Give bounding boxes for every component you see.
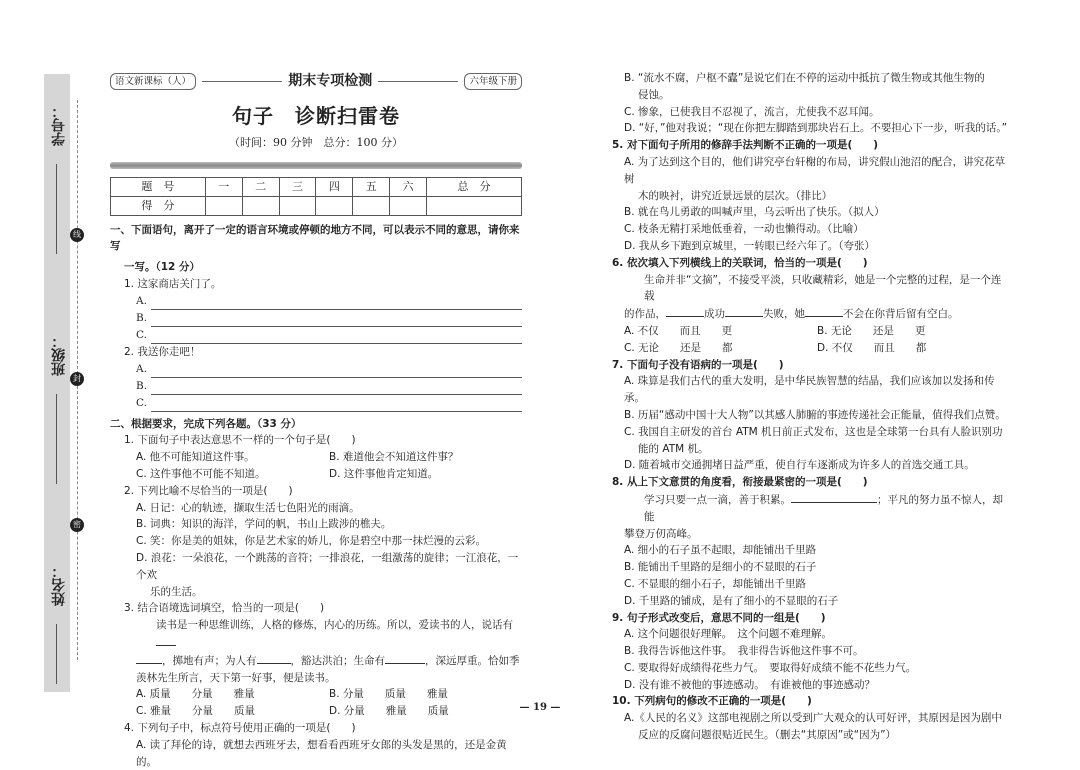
- option: A. 不仅 而且 更: [624, 324, 733, 337]
- score-cell[interactable]: [316, 196, 353, 215]
- option-cont: 侵蚀。: [638, 88, 670, 101]
- score-header: 题 号: [111, 177, 206, 196]
- score-header: 五: [353, 177, 390, 196]
- student-id-label: 学号：: [51, 104, 67, 146]
- option-a-label: A.: [136, 294, 147, 307]
- passage-text: 生命并非“文摘”，不接受平淡，只收藏精彩，她是一个完整的过程，是一个连载: [644, 273, 1002, 303]
- passage: [110, 617, 522, 652]
- score-cell[interactable]: [427, 196, 522, 215]
- passage-text: 学习只要一点一滴，善于积累。: [644, 493, 791, 506]
- passage-text: ；平凡的努力虽不惊人，却能: [644, 493, 1003, 523]
- passage-text: 读书是一种思维训练，人格的修炼，内心的历练。所以，爱读书的人，说话有: [156, 619, 513, 632]
- score-cell[interactable]: [353, 196, 390, 215]
- option: A. 这个问题很好理解。 这个问题不难理解。: [624, 628, 832, 641]
- section-2-heading: 二、根据要求，完成下列各题。（33 分）: [110, 417, 302, 430]
- header-rule: [202, 81, 282, 82]
- class-line: [56, 394, 57, 484]
- option: D. 没有谁不被他的事迹感动。 有谁被他的事迹感动？: [624, 678, 876, 691]
- title-bar: [110, 162, 522, 169]
- fill-blank[interactable]: [136, 652, 162, 664]
- score-row-label: 得 分: [111, 196, 206, 215]
- option: D. 千里路的铺成，是有了细小的不显眼的石子: [624, 594, 839, 607]
- passage-text: 不会在你背后留有空白。: [843, 308, 959, 321]
- answer-line[interactable]: [110, 293, 522, 310]
- option: B. 词典：知识的海洋，学问的帆，书山上跋涉的樵夫。: [136, 518, 392, 531]
- binding-strip: [44, 74, 70, 692]
- answer-line[interactable]: [110, 395, 522, 412]
- passage: [598, 491, 1010, 526]
- option: B. 能铺出千里路的是细小的不显眼的石子: [624, 561, 817, 574]
- options-row: [110, 466, 522, 483]
- passage: [598, 305, 1010, 323]
- question-2-2: 2. 下列比喻不尽恰当的一项是( ): [124, 484, 293, 497]
- option-a-label: A.: [136, 362, 147, 375]
- name-label: 姓名：: [51, 564, 67, 606]
- options-row: [598, 340, 1010, 357]
- options-row: [598, 323, 1010, 340]
- option: A.《人民的名义》这部电视剧之所以受到广大观众的认可好评，其原因是因为剧中: [624, 712, 1002, 725]
- passage: [110, 652, 522, 670]
- fill-blank[interactable]: [257, 652, 291, 664]
- score-header: 四: [316, 177, 353, 196]
- option: A. 他不可能知道这件事。: [136, 451, 255, 464]
- option: D. 随着城市交通拥堵日益严重，使自行车逐渐成为许多人的首选交通工具。: [624, 459, 975, 472]
- option: B. 分量 质量 雅量: [329, 688, 448, 701]
- score-cell[interactable]: [242, 196, 279, 215]
- textbook-tag: 语文新课标（人）: [110, 73, 196, 90]
- option: C. 要取得好成绩得花些力气。 要取得好成绩不能不花些力气。: [624, 661, 917, 674]
- passage-text: ，深远厚重。恰如季: [425, 654, 520, 667]
- fill-blank[interactable]: [791, 491, 877, 503]
- passage-text: 的作品，: [624, 308, 666, 321]
- question-2-6: 6. 依次填入下列横线上的关联词，恰当的一项是( ): [612, 256, 868, 269]
- option: B. 历届“感动中国十大人物”以其感人肺腑的事迹传递社会正能量，值得我们点赞。: [624, 408, 1006, 421]
- student-id-line: [56, 164, 57, 254]
- question-2-7: 7. 下面句子没有语病的一项是( ): [612, 358, 784, 371]
- option: B. “流水不腐，户枢不蠹”是说它们在不停的运动中抵抗了微生物或其他生物的: [624, 72, 985, 84]
- question-2-8: 8. 从上下文意贯的角度看，衔接最紧密的一项是( ): [612, 476, 868, 489]
- question-2-4: 4. 下列句子中，标点符号使用正确的一项是( ): [124, 721, 356, 734]
- score-cell[interactable]: [205, 196, 242, 215]
- answer-line[interactable]: [110, 378, 522, 395]
- option: D. 我从乡下跑到京城里，一转眼已经六年了。（夸张）: [624, 239, 876, 252]
- option: A. 珠算是我们古代的重大发明，是中华民族智慧的结晶，我们应该加以发扬和传承。: [624, 375, 995, 405]
- option-b-label: B.: [136, 379, 148, 392]
- score-cell[interactable]: [279, 196, 316, 215]
- option: B. 就在鸟儿勇敢的叫喊声里，乌云听出了快乐。（拟人）: [624, 206, 885, 219]
- option: D. “好，”他对我说；“现在你把左脚踏到那块岩石上。不要担心下一步，听我的话。”: [624, 122, 1008, 135]
- passage-text: 失败，她: [763, 308, 805, 321]
- option: A. 读了拜伦的诗，就想去西班牙去，想看看西班牙女郎的头发是黑的，还是金黄的。: [136, 738, 507, 768]
- answer-line[interactable]: [110, 327, 522, 344]
- question-2-5: 5. 对下面句子所用的修辞手法判断不正确的一项是( ): [612, 139, 879, 152]
- option-cont: 反应的反腐问题很贴近民生。（删去“其原因”或“因为”）: [638, 729, 897, 742]
- option: C. 惨象，已使我目不忍视了，流言，尤使我不忍耳闻。: [624, 105, 880, 118]
- option: A. 质量 分量 雅量: [136, 688, 255, 701]
- option: C. 笑：你是美的姐妹，你是艺术家的娇儿，你是碧空中那一抹烂漫的云彩。: [136, 535, 487, 548]
- question-1-2: 2. 我送你走吧！: [124, 345, 201, 358]
- options-row: [110, 449, 522, 466]
- option: A. 日记：心的轨迹，撷取生活七色阳光的雨滴。: [136, 501, 360, 514]
- option: C. 这件事他不可能不知道。: [136, 467, 266, 480]
- score-header: 总 分: [427, 177, 522, 196]
- option: A. 为了达到这个目的，他们讲究亭台轩榭的布局，讲究假山池沼的配合，讲究花草树: [624, 155, 1006, 185]
- score-cell[interactable]: [390, 196, 427, 215]
- score-header: 一: [205, 177, 242, 196]
- option: C. 我国自主研发的首台 ATM 机日前正式发布，这也是全球第一台具有人脸识别功: [624, 425, 1003, 438]
- page-header: [110, 70, 522, 92]
- score-header: 二: [242, 177, 279, 196]
- passage-text: ，掷地有声；为人有: [162, 654, 257, 667]
- fill-blank[interactable]: [666, 305, 704, 317]
- passage-text: 成功: [704, 308, 725, 321]
- score-header: 六: [390, 177, 427, 196]
- fill-blank[interactable]: [156, 634, 176, 646]
- option: C. 枝条无精打采地低垂着，一动也懒得动。（比喻）: [624, 223, 864, 236]
- score-header: 三: [279, 177, 316, 196]
- option-b-label: B.: [136, 311, 148, 324]
- option: C. 无论 还是 都: [624, 341, 733, 354]
- fill-blank[interactable]: [385, 652, 425, 664]
- option-cont: 木的映衬，讲究近景远景的层次。（排比）: [638, 189, 833, 202]
- question-1-1: 1. 这家商店关门了。: [124, 277, 222, 290]
- option-cont: 能的 ATM 机。: [638, 442, 709, 455]
- option: C. 雅量 分量 质量: [136, 705, 256, 718]
- page-number: — 19 —: [519, 702, 561, 713]
- option: A. 细小的石子虽不起眼，却能铺出千里路: [624, 544, 817, 557]
- answer-line[interactable]: [110, 361, 522, 378]
- section-1-heading: 一、下面语句，离开了一定的语言环境或停顿的地方不同，可以表示不同的意思，请你来写: [110, 223, 520, 253]
- right-column: [598, 70, 1010, 744]
- option: B. 我得告诉他这件事。 我非得告诉他这件事不可。: [624, 645, 864, 658]
- grade-tag: 六年级下册: [464, 73, 522, 90]
- cut-mark-xian: 线: [70, 228, 84, 242]
- passage-text: 羡林先生所言，天下第一好事，便是读书。: [136, 671, 336, 684]
- option-cont: 乐的生活。: [150, 585, 203, 598]
- option: C. 不显眼的细小石子，却能铺出千里路: [624, 577, 807, 590]
- cut-mark-mi: 密: [70, 518, 84, 532]
- question-2-10: 10. 下列病句的修改不正确的一项是( ): [612, 695, 812, 708]
- passage-text: 攀登万仞高峰。: [624, 527, 698, 540]
- score-table: [110, 177, 522, 216]
- option: B. 无论 还是 更: [817, 324, 926, 337]
- question-2-1: 1. 下面句子中表达意思不一样的一个句子是( ): [124, 434, 356, 447]
- option: D. 分量 雅量 质量: [329, 705, 449, 718]
- fill-blank[interactable]: [725, 305, 763, 317]
- class-label: 班级：: [51, 334, 67, 376]
- cut-mark-feng: 封: [70, 372, 84, 386]
- header-title: 期末专项检测: [288, 72, 373, 89]
- header-rule: [378, 81, 458, 82]
- option: D. 浪花：一朵浪花，一个跳荡的音符；一排浪花，一组激荡的旋律；一江浪花，一个欢: [136, 551, 519, 581]
- option: D. 这件事他肯定知道。: [329, 467, 439, 480]
- passage-text: ，豁达洪泊；生命有: [290, 654, 385, 667]
- option: D. 不仅 而且 都: [817, 341, 927, 354]
- option-c-label: C.: [136, 396, 147, 409]
- left-column: [110, 70, 522, 770]
- question-2-9: 9. 句子形式改变后，意思不同的一组是( ): [612, 611, 826, 624]
- exam-info: （时间：90 分钟 总分：100 分）: [229, 136, 403, 149]
- fill-blank[interactable]: [805, 305, 843, 317]
- page-title: 句子 诊断扫雷卷: [232, 104, 400, 128]
- option-c-label: C.: [136, 328, 147, 341]
- section-1-heading-cont: 一写。（12 分）: [124, 261, 201, 274]
- answer-line[interactable]: [110, 310, 522, 327]
- question-2-3: 3. 结合语境选词填空，恰当的一项是( ): [124, 602, 325, 615]
- name-line: [56, 624, 57, 684]
- option: B. 难道他会不知道这件事？: [329, 451, 459, 464]
